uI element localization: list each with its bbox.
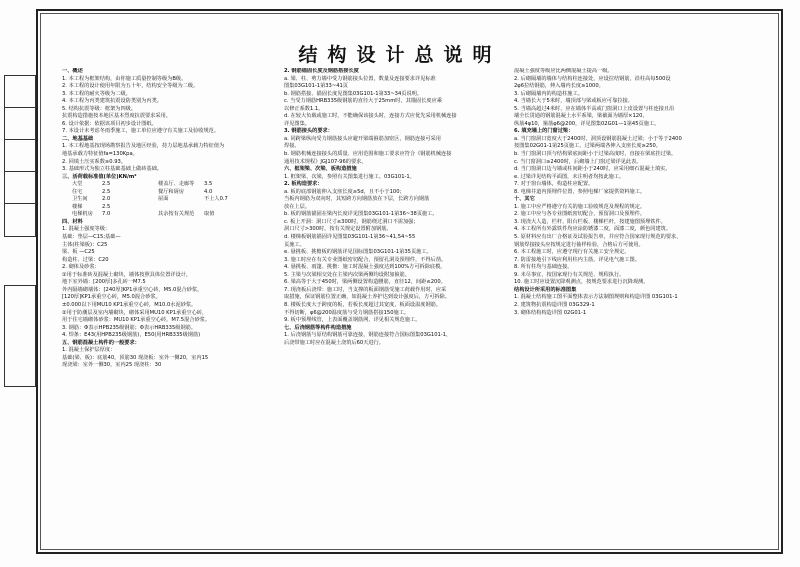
section-heading: 3. 钢筋接头的要求： (284, 128, 333, 135)
note-line: 不得切断，φ6@200温度筋与受力钢筋搭接150施工。 (284, 309, 410, 316)
note-line: 1. 混凝土保护层厚度： (62, 347, 116, 354)
note-line: [120厚]KP1承重空心砖，M5.0混合砂浆。 (62, 294, 161, 301)
note-line: 6. 梁高等于大于450时，梁两侧设置构造腰筋，直径12，间距≤200。 (284, 279, 446, 286)
section-heading: 七、后浇钢筋等构件构造措施 (284, 324, 352, 331)
notes-column-3 (514, 68, 776, 317)
note-line: 基础：垫层—C15;基础— (62, 234, 121, 241)
note-line: ±0.000以下用MU10 KP1承重空心砖，M10.0水泥砂浆。 (62, 301, 197, 308)
note-line: 通用技术规程》JGJ107-96的要求。 (284, 158, 367, 165)
note-line: 图集03G101-1第33~41页 (284, 83, 348, 90)
note-line: 4. 本工程为丙类建筑抗震设防类别为丙类。 (62, 98, 162, 105)
note-line: 放在上层。 (284, 203, 310, 210)
live-load-cell: 2.5 (102, 181, 111, 188)
note-line: 3. 现浇大人造、栏杆、阳台栏板、楼梯栏杆，按建施图预埋铁件。 (514, 218, 666, 225)
note-line: b. 钢筋机械连接接头的质量、应用范围和施工要求应符合《钢筋机械连接 (284, 151, 452, 158)
note-line: 梁、板 —C25 (62, 249, 95, 256)
note-line: 主体(柱梁板)：C25 (62, 241, 108, 248)
note-line: 后浇带施工时应在混凝土浇筑后60天进行。 (284, 339, 384, 346)
note-line: e. 过梁详见结构平面图，未注明者均按此施工。 (514, 173, 625, 180)
live-load-cell: 2.0 (102, 196, 111, 203)
binding-cell (5, 140, 35, 172)
live-load-cell: 不上人0.7 (204, 196, 228, 203)
section-heading: 四、材料 (62, 218, 83, 225)
note-line: 钢筋焊接接头应按规定进行抽样检验，合格后方可使用。 (514, 241, 644, 248)
note-line: 6. 设计依据：依据该项目初步设计图纸。 (62, 120, 157, 127)
note-line: 4. 本工程所有外露铁件均应涂防锈漆二度，面漆二度，颜色同建筑。 (514, 226, 672, 233)
note-line: 2. 砌体及砂浆： (62, 264, 100, 271)
note-line: 3. 本工程的耐火等级为二级。 (62, 90, 131, 97)
note-line: 4. 悬挑板、雨篷、挑檐：施工时混凝土强度达到100%方可拆除底模。 (284, 264, 446, 271)
note-line: 7. 现浇板后浇带：施工时，当支撑的板面钢筋受施工荷载作用时，应采 (284, 286, 447, 293)
note-line: 外内隔墙砌墙体：[240厚]KP1承重空心砖，M5.0混合砂浆。 (62, 286, 203, 293)
notes-column-1 (62, 68, 262, 370)
live-load-cell: 屋面 (158, 196, 169, 203)
live-load-cell: 其余按有关规范 (158, 211, 195, 218)
section-heading: 结构设计所采用的标准图集 (514, 286, 577, 293)
note-line: 5. 主梁与次梁相交处在主梁内次梁两侧均设附加箍筋。 (284, 271, 410, 278)
note-line: 地基承载力特征值fa=130Kpa。 (62, 151, 138, 158)
live-load-cell: 楼梯 (72, 203, 83, 210)
note-line: 1. 后浇钢筋与原结构钢筋可靠连接，钢筋连接符合国标图集03G101-1， (284, 332, 452, 339)
note-line: a. 梁、柱、剪力墙中受力钢筋接头位置，数量及连接要求详见标准 (284, 75, 436, 82)
live-load-cell: 4.0 (204, 188, 213, 195)
note-line: 5. 结构抗震等级：框架为四级。 (62, 105, 137, 112)
live-load-cell: 住宅 (72, 188, 83, 195)
note-line: 1. 施工中应严格遵守有关的施工验收规范及规程的规定。 (514, 203, 646, 210)
note-line: 焊接。 (284, 143, 300, 150)
note-line: 5. 当墙高超过4米时，应在墙体半高或门窗洞口上皮设置与柱连接且沿 (514, 105, 675, 112)
note-line: 3. 钢筋：Φ表示HPB235级钢筋；Φ表示HRB335级钢筋。 (62, 324, 197, 331)
live-load-table (72, 181, 262, 219)
note-line: a. 板的底部钢筋伸入支座长度≥5d，且不小于100； (284, 188, 405, 195)
live-load-cell: 卫生间 (72, 196, 88, 203)
live-load-cell: 2.5 (102, 203, 111, 210)
section-heading: 三、活荷载标准值(单位)KN/m² (62, 173, 137, 180)
note-line: 1. 混凝土结构施工图平面整体表示方法制图规则和构造详图 03G101-1 (514, 294, 678, 301)
note-line: 构造柱、过梁：C20 (62, 256, 109, 263)
note-line: 7. 防雷接地引下线应利用柱内主筋，详见电气施工图。 (514, 256, 640, 263)
note-line: 页施工。 (284, 241, 305, 248)
note-line: ①用于标准砖及混凝土砌块，墙体按照具体位置详设计， (62, 271, 192, 278)
note-line: 2φ6拉结钢筋，伸入墙内长度≥1000。 (514, 83, 604, 90)
note-line: 5. 原材料应有出厂合格证及试验报告单，并应符合国家现行规范的要求， (514, 234, 682, 241)
note-line: 取措施，保证钢筋位置正确，如混凝土养护达到设计强度后，方可拆除。 (284, 294, 451, 301)
live-load-cell: 2.5 (102, 188, 111, 195)
note-line: 1. 混凝土强度等级： (62, 226, 111, 233)
note-line: 抗震构造措施按本地区基本烈度抗震要求采用。 (62, 113, 171, 120)
note-line: 3. 砌体结构构造详图 02G01-1 (514, 309, 587, 316)
note-line: 基础(梁、板)：底筋40，顶筋30 现浇板：室外一侧20，室内15 (62, 354, 209, 361)
binding-cell (5, 108, 35, 140)
note-line: ②用于防潮层及室内墙砌块，砌体采用MU10 KP1承重空心砖， (62, 309, 208, 316)
note-line: 6. 本工程施工时，应遵守现行有关施工安全规定。 (514, 249, 630, 256)
note-line: 墙全长贯通的钢筋混凝土水平系梁，梁截面为墙厚×120， (514, 113, 648, 120)
live-load-cell: 取值 (204, 211, 215, 218)
note-line: c. 当受力钢筋HRB335级钢筋的直径大于25mm时，其锚固长度应乘 (284, 98, 442, 105)
binding-strip (4, 75, 36, 237)
section-heading: 2. 钢筋锚固长度及钢筋搭接长度 (284, 68, 359, 74)
note-line: 以修正系数1.1。 (284, 105, 324, 112)
note-line: 4. 焊条：E43(用HPB235级钢筋)，E50(用HRB335级钢筋) (62, 332, 201, 339)
note-line: 8. 电梯井道内预埋件位置，参照电梯厂家提供资料施工。 (514, 188, 646, 195)
section-heading: 五、钢筋混凝土构件的一般要求： (62, 339, 140, 346)
note-line: a. 当门窗洞口宽度大于2400时，洞顶设钢筋混凝土过梁；小于等于2400 (514, 135, 682, 142)
note-line: 4. 当墙长大于5米时，墙顶部与梁或板应可靠拉接。 (514, 98, 633, 105)
note-line: 2. 建筑物抗震构造详图 03G329-1 (514, 301, 595, 308)
section-heading: 十、其它 (514, 196, 535, 203)
live-load-cell: 3.5 (204, 181, 213, 188)
note-line: 3. 施工时应在有关专业图纸密切配合，预留孔洞及预埋件，不得后凿。 (284, 256, 447, 263)
note-line: c. 板上开洞：洞口尺寸≤300时，钢筋绕过洞口不需加强； (284, 218, 419, 225)
binding-cell (5, 76, 35, 108)
note-line: 8. 楼板长度大于跨度的板，若板长度超过其宽度，板面设温度钢筋。 (284, 301, 442, 308)
note-line: e. 悬挑板、挑檐板的钢筋详见国标图集03G101-1第35页施工。 (284, 249, 432, 256)
section-heading: 2. 板构造要求： (284, 181, 323, 188)
note-line: 地下室外墙：[200厚]多孔砖一M7.5 (62, 279, 146, 286)
note-line: 8. 所有柱均与基础连接。 (514, 264, 573, 271)
note-line: 2. 本工程的设计使用年限为五十年，结构安全等级为二级。 (62, 83, 199, 90)
section-heading: 一、概述 (62, 68, 83, 74)
note-line: d. 在较大负载或施工时，不能确保该接头时，连接方式应优先采用机械连接 (284, 113, 457, 120)
binding-cell (5, 172, 35, 204)
section-heading: 二、地基基础 (62, 135, 94, 142)
binding-cell (5, 204, 35, 235)
section-heading: 6. 填充墙上的门窗过梁： (514, 128, 574, 135)
note-line: 3. 基础形式为独立柱基础基础上做砖基础。 (62, 166, 162, 173)
note-line: a. 同跨梁纵向受力钢筋接头应避开梁端箍筋加密区，钢筋连接可采用 (284, 135, 441, 142)
note-line: b. 板的钢筋锚固在梁内长度详见图集03G101-1第36~38页施工。 (284, 211, 438, 218)
note-line: 按图集02G01-1第25页施工，过梁两端各伸入支座长度≥250。 (514, 143, 661, 150)
note-line: b. 钢筋搭接、锚固长度见图集03G101-1第33~34页说明。 (284, 90, 423, 97)
live-load-cell: 大堂 (72, 181, 83, 188)
note-line: 1. 本工程为框架结构，由你施工质量控制等级为B级。 (62, 75, 187, 82)
note-line: 7. 本设计未考虑冬雨季施工，施工单位应遵守有关施工及验收规范。 (62, 128, 220, 135)
note-line: 当板内钢筋为双向时，其短跨方向钢筋放在下层，长跨方向钢筋 (284, 196, 430, 203)
note-line: 1. 本工程地基按现场勘察报告及地区经验，持力层地基承载力特征值为 (62, 143, 225, 150)
live-load-cell: 7.0 (102, 211, 111, 218)
note-line: 用于住宅墙砌体砂浆：MU10 KP1承重空心砖，M7.5混合砂浆。 (62, 317, 211, 324)
side-tab (4, 285, 36, 387)
note-line: 现浇梁：室外一侧30，室内25 现浇柱：30 (62, 362, 162, 369)
note-line: 9. 板中预埋线管，上表面覆盖钢筋网，详见相关规范施工。 (284, 317, 421, 324)
note-line: 详见图集。 (284, 120, 310, 127)
note-line: d. 楼梯板钢筋锚固详见图集03G101-1第36~41,54~55 (284, 234, 416, 241)
note-line: b. 当门窗洞口顶与结构梁底间距小于过梁高度时，直接在梁底挂过梁。 (514, 151, 677, 158)
notes-column-2 (284, 68, 500, 347)
note-line: d. 当门窗洞口边与墙或柱间距小于240时，应采用细石混凝土填实。 (514, 166, 671, 173)
note-line: 7. 对于窗台墙体，构造柱应配置。 (514, 181, 594, 188)
note-line: 2. 施工中应与各专业图纸密切配合，预留洞口及预埋件。 (514, 211, 646, 218)
live-load-cell: 电梯机房 (72, 211, 93, 218)
section-heading: 六、框架梁、次梁、板构造措施 (284, 166, 357, 173)
page-title: 结构设计总说明 (298, 44, 502, 66)
note-line: 9. 未尽事宜，按国家现行有关规范、规程执行。 (514, 271, 625, 278)
note-line: 1. 框架梁、次梁，参照有关图集进行施工。03G101-1。 (284, 173, 415, 180)
note-line: c. 当门窗洞口≥2400时，后砌墙上门窗过梁详见此表。 (514, 158, 642, 165)
note-line: 洞口尺寸>300时，按有关规定设置附加钢筋。 (284, 226, 392, 233)
note-line: 混凝土强度等级应比两侧混凝土提高一级。 (514, 68, 613, 74)
live-load-cell: 楼盖厅、走廊等 (158, 181, 195, 188)
note-line: 2. 后砌隔墙的墙体与结构柱连接处，应设拉结钢筋，沿柱高每500设 (514, 75, 671, 82)
note-line: 3. 后砌隔墙内的构造柱施工。 (514, 90, 583, 97)
note-line: 2. 回填土压实系数≥0.93。 (62, 158, 126, 165)
note-line: 10. 施工时应设置沉降观测点，按规范要求进行沉降观测。 (514, 279, 649, 286)
note-line: 纵筋4φ10，箍筋φ6@200，详见图集02G01—1第45页施工。 (514, 120, 660, 127)
live-load-cell: 餐厅和厨房 (158, 188, 184, 195)
